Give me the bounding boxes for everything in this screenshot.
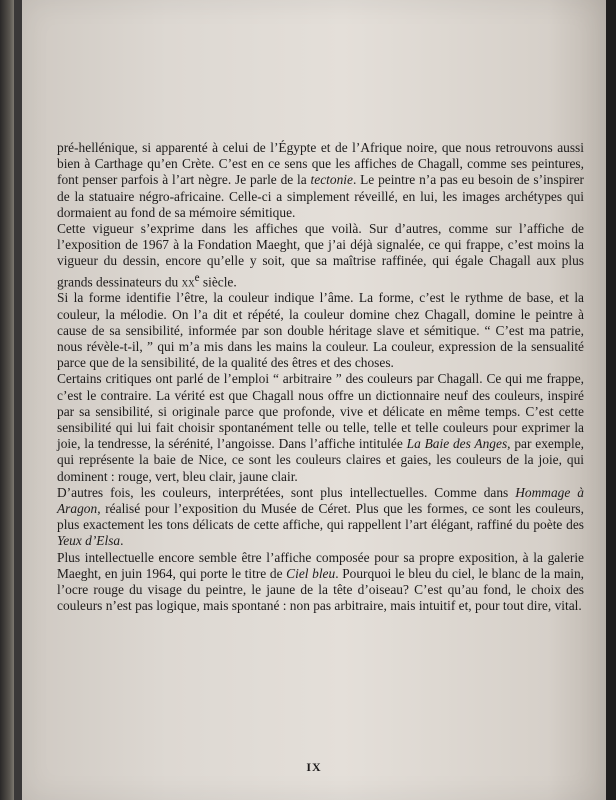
paragraph-1: pré-hellénique, si apparenté à celui de l’Égypte et de l’Afrique noire, que nous retrouvons aussi bien à Carthage qu’en Crète. C’est en ce sens que les affiches de Chagall, comme ses peintures, font penser parfois à l’art nègre. Je parle de la tectonie. Le peintre n’a pas eu besoin de s’inspirer de la statuaire négro-africaine. Celle-ci a simplement réveillé, en lui, les images archétypes qui dormaient au fond de sa mémoire sémitique. xyxy=(57,140,584,220)
paragraph-5: D’autres fois, les couleurs, interprétées, sont plus intellectuelles. Comme dans Hommage à Aragon, réalisé pour l’exposition du Musée de Céret. Plus que les formes, ce sont les couleurs, plus exactement les tons délicats de cette affiche, qui rappellent l’art élégant, raffiné du poète des Yeux d’Elsa. xyxy=(57,484,584,549)
paragraph-6: Plus intellectuelle encore semble être l’affiche composée pour sa propre exposition, à la galerie Maeght, en juin 1964, qui porte le titre de Ciel bleu. Pourquoi le bleu du ciel, le blanc de la main, l’ocre rouge du visage du peintre, le jaune de la tête d’oiseau? C’est qu’au fond, le choix des couleurs n’est pas logique, mais spontané : non pas arbitraire, mais intuitif et, pour tout dire, vital. xyxy=(57,549,584,614)
page-number: IX xyxy=(306,760,322,774)
text-body xyxy=(57,140,584,614)
background-edge xyxy=(606,0,616,800)
book-page xyxy=(22,0,606,800)
paragraph-2: Cette vigueur s’exprime dans les affiches que voilà. Sur d’autres, comme sur l’affiche de l’exposition de 1967 à la Fondation Maeght, que j’ai déjà signalée, ce qui frappe, c’est moins la vigueur du dessin, encore qu’elle y soit, que sa maîtrise raffinée, qui égale Chagall aux plus grands dessinateurs du $xx^e$ siècle. xyxy=(57,221,584,290)
paragraph-3: Si la forme identifie l’être, la couleur indique l’âme. La forme, c’est le rythme de base, et la couleur, la mélodie. On l’a dit et répété, la couleur domine chez Chagall, domine le peintre à cause de sa sensibilité, informée par son double héritage slave et sémitique. “ C’est ma patrie, nous révèle-t-il, ” qui m’a mis dans les mains la couleur. La couleur, expression de la sensualité parce que de la sensibilité, de la qualité des êtres et des choses. xyxy=(57,290,584,371)
paragraph-4: Certains critiques ont parlé de l’emploi “ arbitraire ” des couleurs par Chagall. Ce qui me frappe, c’est le contraire. La vérité est que Chagall nous offre un dictionnaire neuf des couleurs, inspiré par sa sensibilité, si originale parce que profonde, vive et délicate en même temps. C’est cette sensibilité qui lui fait choisir spontanément telle ou telle, telle et telle couleurs pour exprimer la joie, la tendresse, la sérénité, l’angoisse. Dans l’affiche intitulée La Baie des Anges, par exemple, qui représente la baie de Nice, ce sont les couleurs claires et gaies, les couleurs de la joie, qui dominent : rouge, vert, bleu clair, jaune clair. xyxy=(57,371,585,484)
book-spine-edge xyxy=(0,0,14,800)
